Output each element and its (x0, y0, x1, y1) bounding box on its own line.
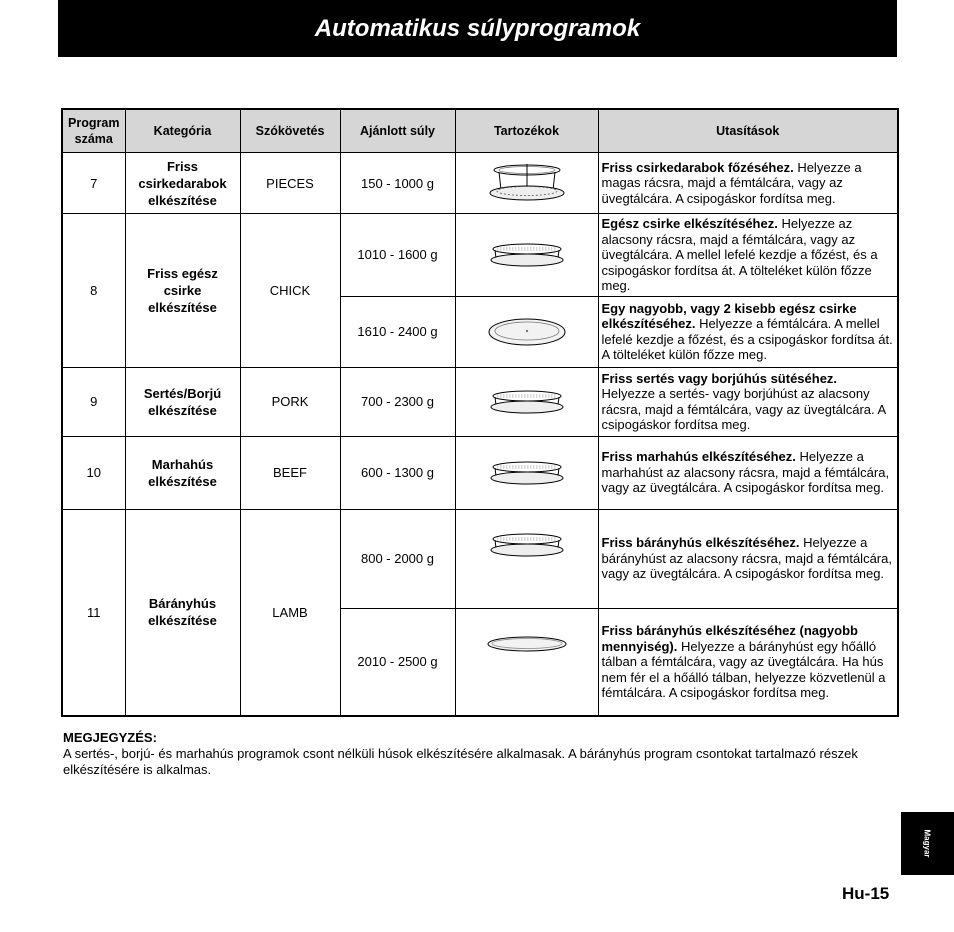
program-number: 7 (62, 153, 125, 214)
program-instruction: Friss bárányhús elkészítéséhez. Helyezze a bárányhúst az alacsony rácsra, majd a fémtálcára, vagy az üvegtálcára. A csipogáskor fordítsa meg. (598, 509, 898, 608)
note-text: A sertés-, borjú- és marhahús programok csont nélküli húsok elkészítésére alkalmasak. A bárányhús program csontokat tartalmazó részek elkészítésére is alkalmas. (63, 746, 858, 777)
program-weight: 1010 - 1600 g (340, 214, 455, 297)
table-row (62, 367, 898, 436)
table-row (62, 214, 898, 297)
language-tab-label: Magyar (922, 829, 932, 858)
header-instructions: Utasítások (598, 109, 898, 153)
program-weight: 2010 - 2500 g (340, 608, 455, 716)
low-rack-icon (487, 530, 567, 560)
low-rack-icon (487, 240, 567, 270)
program-weight: 800 - 2000 g (340, 509, 455, 608)
header-program: Program száma (62, 109, 125, 153)
header-accessories: Tartozékok (455, 109, 598, 153)
program-instruction: Egy nagyobb, vagy 2 kisebb egész csirke elkészítéséhez. Helyezze a fémtálcára. A mellel lefelé kezdje a főzést, és a csipogáskor fordítsa át. A tölteléket külön főzze meg. (598, 296, 898, 367)
low-rack-icon (487, 387, 567, 417)
program-keyword: BEEF (240, 436, 340, 509)
page-number: Hu-15 (842, 884, 890, 903)
program-number: 9 (62, 367, 125, 436)
low-rack-icon (487, 458, 567, 488)
header-weight: Ajánlott súly (340, 109, 455, 153)
program-weight: 700 - 2300 g (340, 367, 455, 436)
program-weight: 600 - 1300 g (340, 436, 455, 509)
metal-tray-icon (485, 315, 569, 349)
program-category: Bárányhús elkészítése (125, 509, 240, 716)
program-number: 10 (62, 436, 125, 509)
table-row (62, 509, 898, 608)
note-section (63, 730, 893, 778)
program-instruction: Egész csirke elkészítéséhez. Helyezze az alacsony rácsra, majd a fémtálcára, vagy az üvegtálcára. A mellel lefelé kezdje a főzést, és a csipogáskor fordítsa át. A tölteléket külön főzze meg. (598, 214, 898, 297)
program-weight: 150 - 1000 g (340, 153, 455, 214)
program-instruction: Friss sertés vagy borjúhús sütéséhez. Helyezze a sertés- vagy borjúhúst az alacsony rácsra, majd a fémtálcára, vagy az üvegtálcára. A csipogáskor fordítsa meg. (598, 367, 898, 436)
program-keyword: CHICK (240, 214, 340, 368)
program-number: 11 (62, 509, 125, 716)
program-category: Friss csirkedarabok elkészítése (125, 153, 240, 214)
program-instruction: Friss csirkedarabok főzéséhez. Helyezze a magas rácsra, majd a fémtálcára, vagy az üvegtálcára. A csipogáskor fordítsa meg. (598, 153, 898, 214)
program-keyword: LAMB (240, 509, 340, 716)
header-category: Kategória (125, 109, 240, 153)
program-keyword: PORK (240, 367, 340, 436)
table-header-row (62, 109, 898, 153)
glass-tray-icon (485, 634, 569, 654)
program-number: 8 (62, 214, 125, 368)
program-category: Marhahús elkészítése (125, 436, 240, 509)
header-keyword: Szókövetés (240, 109, 340, 153)
program-weight: 1610 - 2400 g (340, 296, 455, 367)
table-row (62, 153, 898, 214)
language-tab (901, 812, 954, 875)
high-rack-icon (487, 160, 567, 206)
program-category: Friss egész csirke elkészítése (125, 214, 240, 368)
page-title: Automatikus súlyprogramok (58, 0, 897, 57)
weight-program-table (61, 108, 899, 717)
program-keyword: PIECES (240, 153, 340, 214)
program-category: Sertés/Borjú elkészítése (125, 367, 240, 436)
program-instruction: Friss marhahús elkészítéséhez. Helyezze a marhahúst az alacsony rácsra, majd a fémtálcára, vagy az üvegtálcára. A csipogáskor fordítsa meg. (598, 436, 898, 509)
table-row (62, 436, 898, 509)
note-title: MEGJEGYZÉS: (63, 730, 157, 745)
program-instruction: Friss bárányhús elkészítéséhez (nagyobb mennyiség). Helyezze a bárányhúst egy hőálló tálban a fémtálcára, vagy az üvegtálcára. Ha hús nem fér el a hőálló tálban, helyezze közvetlenül a fémtálcára. A csipogáskor fordítsa meg. (598, 608, 898, 716)
